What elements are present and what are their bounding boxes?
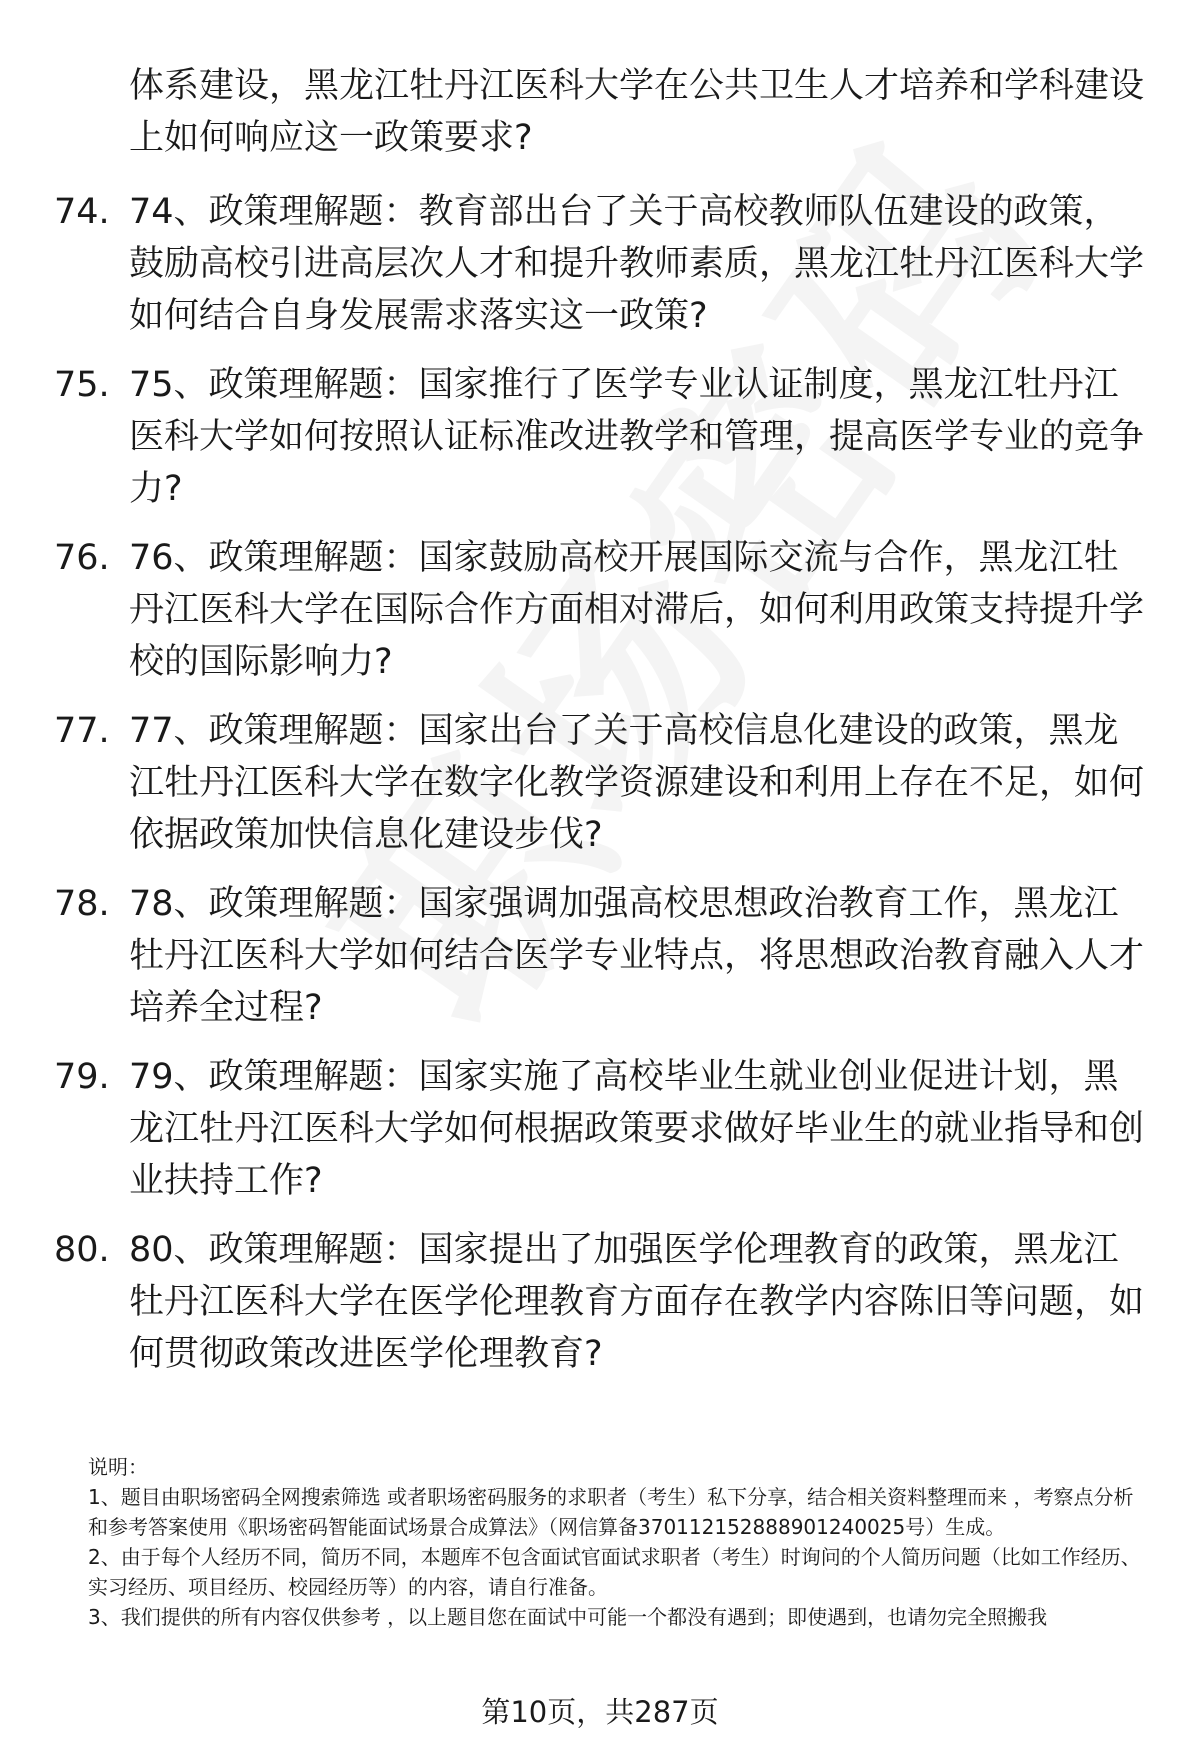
notes-section [88, 1452, 1153, 1632]
question-number: 77. [54, 711, 110, 751]
question-number: 78. [54, 884, 110, 924]
notes-heading: 说明： [88, 1455, 148, 1479]
question-item [0, 870, 1200, 1043]
question-item [0, 351, 1200, 524]
note-item: 1、题目由职场密码全网搜索筛选 或者职场密码服务的求职者（考生）私下分享，结合相关资料整理而来 ，考察点分析和参考答案使用《职场密码智能面试场景合成算法》（网信算备370112152888901240025号）生成。 [88, 1485, 1134, 1539]
question-text: 74、政策理解题：教育部出台了关于高校教师队伍建设的政策，鼓励高校引进高层次人才和提升教师素质，黑龙江牡丹江医科大学如何结合自身发展需求落实这一政策? [129, 192, 1145, 336]
question-text: 80、政策理解题：国家提出了加强医学伦理教育的政策，黑龙江牡丹江医科大学在医学伦理教育方面存在教学内容陈旧等问题，如何贯彻政策改进医学伦理教育? [129, 1230, 1145, 1374]
question-item [0, 1043, 1200, 1216]
question-number: 74. [54, 192, 110, 232]
question-text: 79、政策理解题：国家实施了高校毕业生就业创业促进计划，黑龙江牡丹江医科大学如何根据政策要求做好毕业生的就业指导和创业扶持工作? [129, 1057, 1145, 1201]
note-item: 3、我们提供的所有内容仅供参考 ，以上题目您在面试中可能一个都没有遇到；即使遇到，也请勿完全照搬我 [88, 1605, 1048, 1629]
question-item [0, 1216, 1200, 1389]
question-number: 79. [54, 1057, 110, 1097]
question-item [0, 524, 1200, 697]
question-list [0, 178, 1200, 1389]
note-item: 2、由于每个人经历不同，简历不同，本题库不包含面试官面试求职者（考生）时询问的个人简历问题（比如工作经历、实习经历、项目经历、校园经历等）的内容，请自行准备。 [88, 1545, 1141, 1599]
question-text: 75、政策理解题：国家推行了医学专业认证制度，黑龙江牡丹江医科大学如何按照认证标准改进教学和管理，提高医学专业的竞争力? [129, 365, 1145, 509]
question-item [0, 697, 1200, 870]
continued-question-text: 体系建设，黑龙江牡丹江医科大学在公共卫生人才培养和学科建设上如何响应这一政策要求? [129, 66, 1145, 158]
question-number: 76. [54, 538, 110, 578]
question-text: 78、政策理解题：国家强调加强高校思想政治教育工作，黑龙江牡丹江医科大学如何结合医学专业特点，将思想政治教育融入人才培养全过程? [129, 884, 1145, 1028]
question-text: 77、政策理解题：国家出台了关于高校信息化建设的政策，黑龙江牡丹江医科大学在数字化教学资源建设和利用上存在不足，如何依据政策加快信息化建设步伐? [129, 711, 1145, 855]
question-number: 75. [54, 365, 110, 405]
question-text: 76、政策理解题：国家鼓励高校开展国际交流与合作，黑龙江牡丹江医科大学在国际合作方面相对滞后，如何利用政策支持提升学校的国际影响力? [129, 538, 1145, 682]
question-number: 80. [54, 1230, 110, 1270]
page-number: 第10页，共287页 [481, 1695, 719, 1729]
question-item [0, 178, 1200, 351]
